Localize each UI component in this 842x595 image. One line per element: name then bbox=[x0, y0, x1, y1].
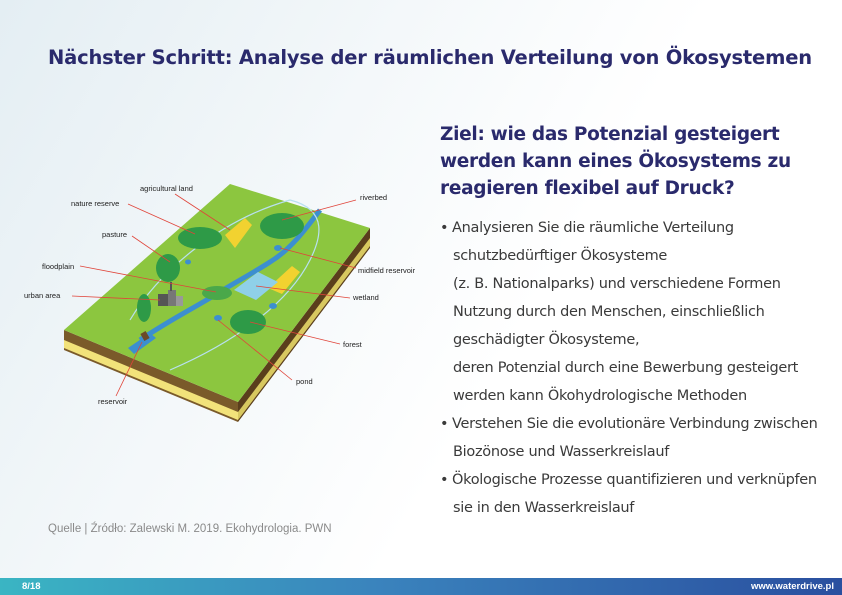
label-floodplain: floodplain bbox=[42, 262, 75, 271]
label-midfield-reservoir: midfield reservoir bbox=[358, 266, 416, 275]
label-reservoir: reservoir bbox=[98, 397, 128, 406]
urban-building-2 bbox=[168, 290, 176, 306]
forest-patch-nature-reserve bbox=[178, 227, 222, 249]
label-pasture: pasture bbox=[102, 230, 128, 239]
label-agricultural-land: agricultural land bbox=[140, 184, 193, 193]
forest-patch-forest bbox=[230, 310, 266, 334]
bullet-text: Ökologische Prozesse quantifizieren und verknüpfen bbox=[452, 472, 817, 488]
label-pond: pond bbox=[296, 377, 313, 386]
bullet-text: Verstehen Sie die evolutionäre Verbindung zwischen bbox=[452, 416, 818, 432]
label-nature-reserve: nature reserve bbox=[71, 199, 120, 208]
bullet-continuation: sie in den Wasserkreislauf bbox=[453, 500, 635, 516]
urban-building-3 bbox=[176, 296, 183, 306]
footer-bar bbox=[0, 578, 842, 595]
forest-patch-urban bbox=[137, 294, 151, 322]
label-forest: forest bbox=[343, 340, 362, 349]
bullet-continuation: schutzbedürftiger Ökosysteme bbox=[453, 248, 668, 264]
bullet-text: Analysieren Sie die räumliche Verteilung bbox=[452, 220, 734, 236]
bullet-continuation: werden kann Ökohydrologische Methoden bbox=[453, 388, 747, 404]
bullet-dot: • bbox=[440, 220, 449, 236]
bullet-list bbox=[440, 214, 838, 522]
forest-patch-riverbed bbox=[260, 213, 304, 239]
bullet-dot: • bbox=[440, 472, 449, 488]
bullet-item bbox=[440, 410, 838, 466]
bullet-continuation: geschädigter Ökosysteme, bbox=[453, 332, 640, 348]
goal-heading: Ziel: wie das Potenzial gesteigert werden kann eines Ökosystems zu reagieren flexibel auf Druck? bbox=[440, 124, 791, 199]
label-urban-area: urban area bbox=[24, 291, 61, 300]
source-citation: Quelle | Źródło: Zalewski M. 2019. Ekohydrologia. PWN bbox=[48, 523, 332, 535]
bullet-continuation: Nutzung durch den Menschen, einschließlich bbox=[453, 304, 765, 320]
pond-small-2 bbox=[269, 303, 277, 309]
label-riverbed: riverbed bbox=[360, 193, 388, 202]
bullet-dot: • bbox=[440, 416, 449, 432]
website-link[interactable]: www.waterdrive.pl bbox=[750, 581, 834, 592]
label-wetland: wetland bbox=[353, 293, 379, 302]
bullet-continuation: Biozönose und Wasserkreislauf bbox=[453, 444, 670, 460]
bullet-continuation: (z. B. Nationalparks) und verschiedene Formen bbox=[453, 276, 781, 292]
pond-small-1 bbox=[185, 260, 191, 265]
slide-title: Nächster Schritt: Analyse der räumlichen Verteilung von Ökosystemen bbox=[48, 46, 812, 69]
page-number: 8/18 bbox=[22, 581, 41, 592]
bullet-item bbox=[440, 214, 838, 410]
bullet-continuation: deren Potenzial durch eine Bewerbung gesteigert bbox=[453, 360, 799, 376]
forest-patch-center bbox=[202, 286, 232, 300]
ecosystem-landscape-diagram bbox=[20, 170, 430, 430]
forest-patch-pasture bbox=[156, 254, 180, 282]
bullet-item bbox=[440, 466, 838, 522]
